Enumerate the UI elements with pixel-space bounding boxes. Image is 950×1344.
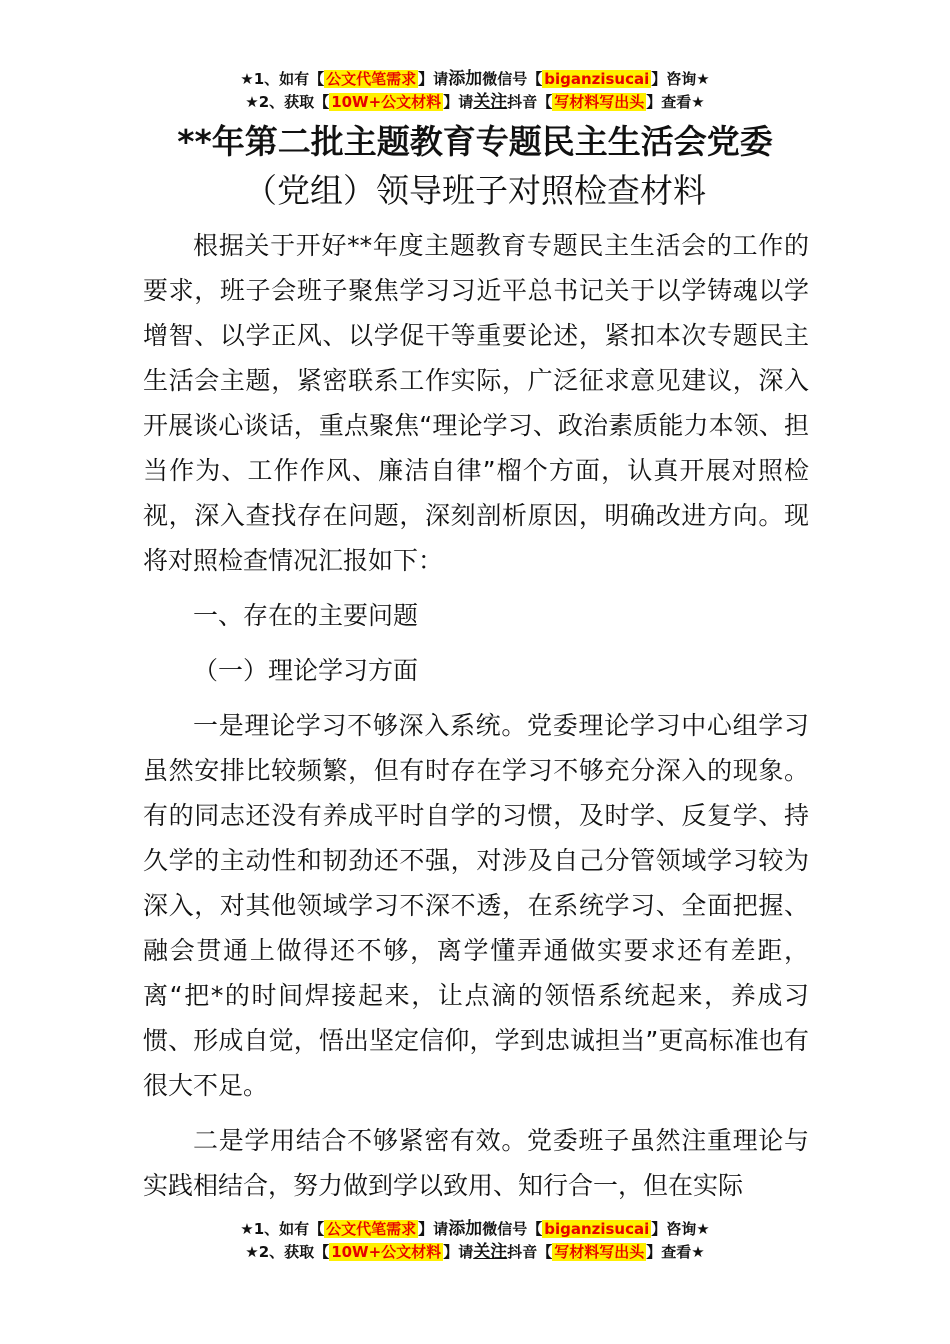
promo-highlight: 公文代笔需求 <box>326 70 417 88</box>
promo-douyin-id: 写材料写出头 <box>554 93 645 111</box>
promo-highlight: 10W+公文材料 <box>331 1243 442 1261</box>
promo-text: ★1、如有【 <box>240 1220 325 1238</box>
promo-banner-top <box>0 68 950 114</box>
body-paragraph: 一是理论学习不够深入系统。党委理论学习中心组学习虽然安排比较频繁，但有时存在学习不够充分深入的现象。有的同志还没有养成平时自学的习惯，及时学、反复学、持久学的主动性和韧劲还不强，对涉及自己分管领域学习较为深入，对其他领域学习不深不透，在系统学习、全面把握、融会贯通上做得还不够，离学懂弄通做实要求还有差距，离“把*的时间焊接起来，让点滴的领悟系统起来，养成习惯、形成自觉，悟出坚定信仰，学到忠诚担当”更高标准也有很大不足。 <box>143 711 809 1100</box>
promo-text: 】查看★ <box>646 93 705 111</box>
promo-text: 】咨询★ <box>651 1220 710 1238</box>
promo-wechat-id: biganzisucai <box>544 70 650 88</box>
body-paragraph: 二是学用结合不够紧密有效。党委班子虽然注重理论与实践相结合，努力做到学以致用、知行合一，但在实际 <box>143 1126 809 1200</box>
promo-text: 】咨询★ <box>651 70 710 88</box>
promo-text: 】请 <box>443 93 474 111</box>
promo-highlight: 10W+公文材料 <box>331 93 442 111</box>
intro-paragraph: 根据关于开好**年度主题教育专题民主生活会的工作的要求，班子会班子聚焦学习习近平总书记关于以学铸魂以学增智、以学正风、以学促干等重要论述，紧扣本次专题民主生活会主题，紧密联系工作实际，广泛征求意见建议，深入开展谈心谈话，重点聚焦“理论学习、政治素质能力本领、担当作为、工作作风、廉洁自律”榴个方面，认真开展对照检视，深入查找存在问题，深刻剖析原因，明确改进方向。现将对照检查情况汇报如下： <box>143 231 809 575</box>
promo-text: 】查看★ <box>646 1243 705 1261</box>
promo-text: 】请 <box>418 70 449 88</box>
promo-text: ★2、获取【 <box>245 93 330 111</box>
promo-highlight: 公文代笔需求 <box>326 1220 417 1238</box>
promo-emphasis: 关注 <box>473 1242 508 1262</box>
promo-text: 】请 <box>443 1243 474 1261</box>
promo-line-2 <box>0 91 950 114</box>
promo-emphasis: 添加 <box>448 1219 483 1239</box>
promo-text: 】请 <box>418 1220 449 1238</box>
promo-wechat-id: biganzisucai <box>544 1220 650 1238</box>
section-heading: 一、存在的主要问题 <box>193 601 419 630</box>
promo-text: 抖音【 <box>507 93 553 111</box>
document-body <box>143 223 809 1208</box>
promo-text: 抖音【 <box>507 1243 553 1261</box>
promo-text: ★1、如有【 <box>240 70 325 88</box>
promo-line-1 <box>0 1218 950 1241</box>
subsection-heading: （一）理论学习方面 <box>193 656 419 685</box>
promo-line-2 <box>0 1241 950 1264</box>
promo-line-1 <box>0 68 950 91</box>
document-subtitle: （党组）领导班子对照检查材料 <box>244 171 706 210</box>
promo-emphasis: 添加 <box>448 69 483 89</box>
promo-text: ★2、获取【 <box>245 1243 330 1261</box>
promo-banner-bottom <box>0 1218 950 1264</box>
promo-emphasis: 关注 <box>473 92 508 112</box>
promo-douyin-id: 写材料写出头 <box>554 1243 645 1261</box>
document-title: **年第二批主题教育专题民主生活会党委 <box>177 122 773 161</box>
promo-text: 微信号【 <box>482 70 543 88</box>
promo-text: 微信号【 <box>482 1220 543 1238</box>
